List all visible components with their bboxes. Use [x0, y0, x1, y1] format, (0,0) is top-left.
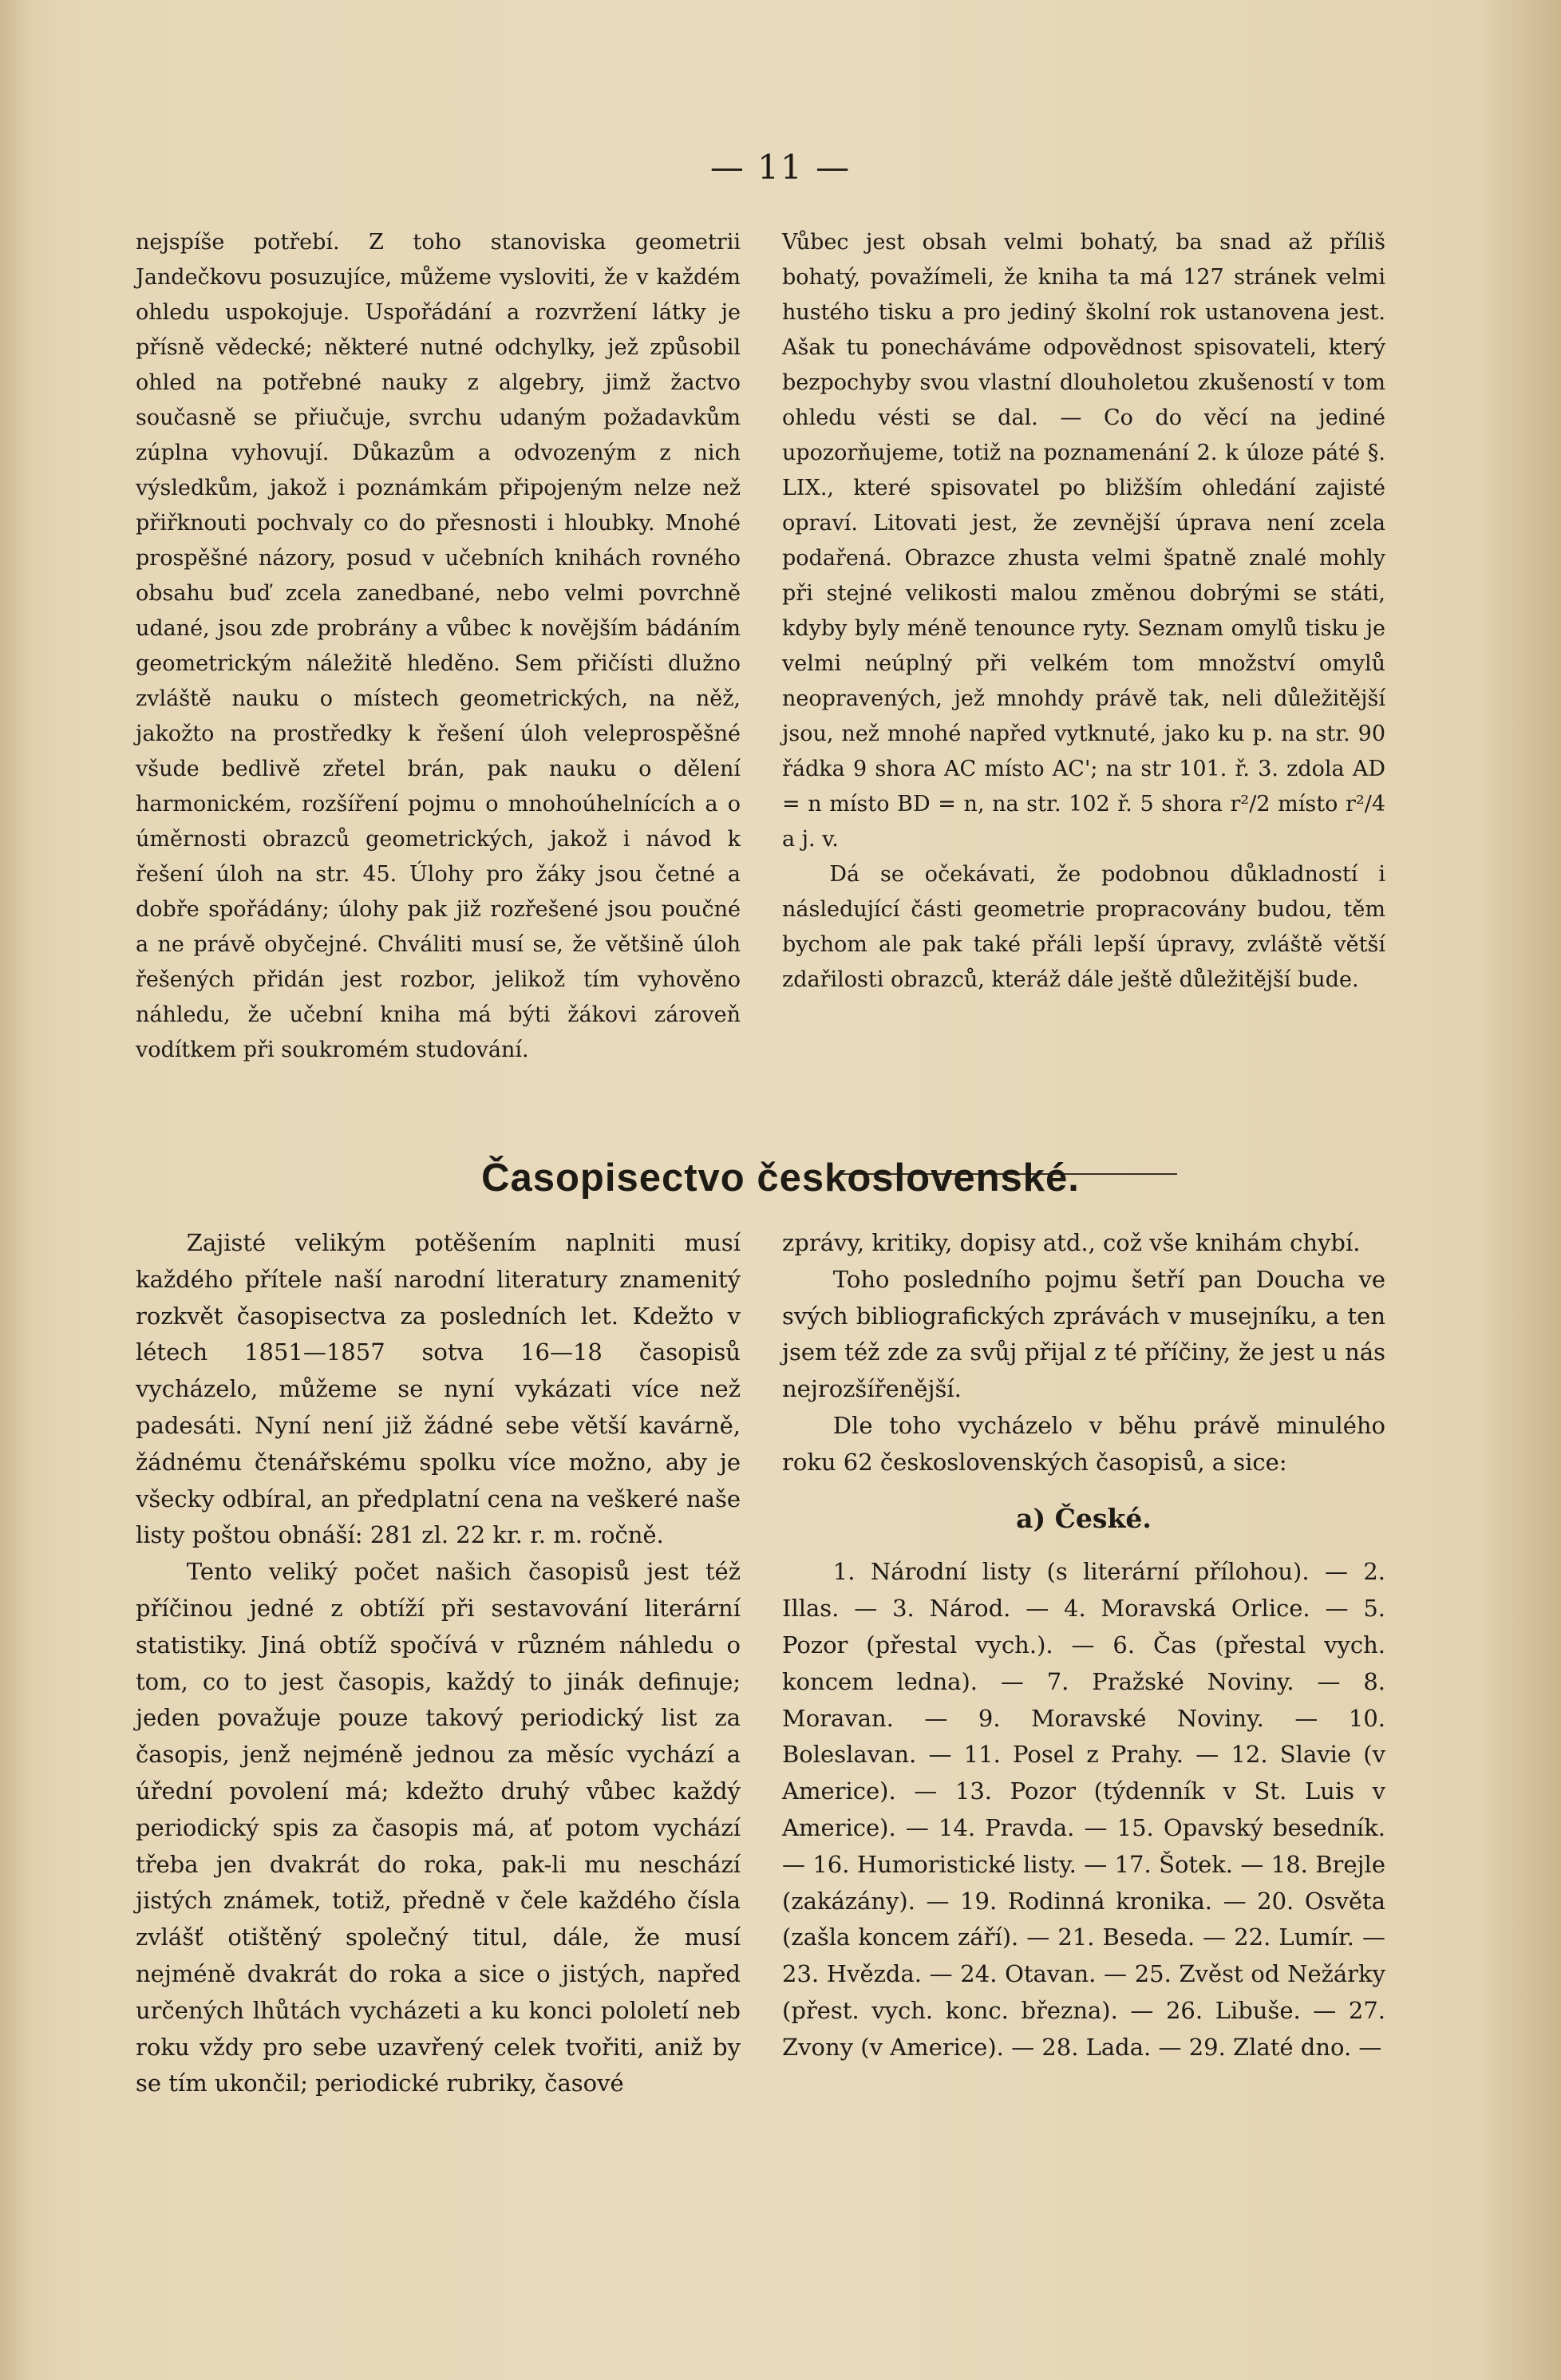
paragraph: nejspíše potřebí. Z toho stanoviska geometrii Jandečkovu posuzujíce, můžeme vysloviti, že v každém ohledu uspokojuje. Uspořádání a rozvržení látky je přísně vědecké; některé nutné odchylky, jež způsobil ohled na potřebné nauky z algebry, jimž žactvo současně se přiučuje, svrchu udaným požadavkům zúplna vyhovují. Důkazům a odvozeným z nich výsledkům, jakož i poznámkám připojeným nelze než přiřknouti pochvaly co do přesnosti i hloubky. Mnohé prospěšné názory, posud v učebních knihách rovného obsahu buď zcela zanedbané, nebo velmi povrchně udané, jsou zde probrány a vůbec k novějším bádáním geometrickým náležitě hleděno. Sem přičísti dlužno zvláště nauku o místech geometrických, na něž, jakožto na prostředky k řešení úloh veleprospěšné všude bedlivě zřetel brán, pak nauku o dělení harmonickém, rozšíření pojmu o mnohoúhelnících a o úměrnosti obrazců geometrických, jakož i návod k řešení úloh na str. 45. Úlohy pro žáky jsou četné a dobře spořádány; úlohy pak již rozřešené jsou poučné a ne právě obyčejné. Chváliti musí se, že většině úloh řešených přidán jest rozbor, jelikož tím vyhověno náhledu, že učební kniha má býti žákovi zároveň vodítkem při soukromém studování.	[136, 230, 741, 1062]
paragraph: Vůbec jest obsah velmi bohatý, ba snad až příliš bohatý, považímeli, že kniha ta má 127 stránek velmi hustého tisku a pro jediný školní rok ustanovena jest. Ašak tu ponecháváme odpovědnost spisovateli, který bezpochyby svou vlastní dlouholetou zkušeností v tom ohledu vésti se dal. — Co do věcí na jediné upozorňujeme, totiž na poznamenání 2. k úloze páté §. LIX., které spisovatel po bližším ohledání zajisté opraví. Litovati jest, že zevnější úprava není zcela podařená. Obrazce zhusta velmi špatně znalé mohly při stejné velikosti malou změnou dobrými se státi, kdyby byly méně tenounce ryty. Seznam omylů tisku je velmi neúplný při velkém tom množství omylů neopravených, jež mnohdy právě tak, neli důležitější jsou, než mnohé napřed vytknuté, jako ku p. na str. 90 řádka 9 shora AC místo AC'; na str 101. ř. 3. zdola AD = n místo BD = n, na str. 102 ř. 5 shora r²/2 místo r²/4 a j. v.	[782, 230, 1385, 852]
paragraph: Dle toho vycházelo v běhu právě minulého roku 62 československých časopisů, a sice:	[782, 1411, 1385, 1476]
article-column-left	[136, 1225, 741, 2102]
paragraph: Dá se očekávati, že podobnou důkladností i následující části geometrie propracovány budou, těm bychom ale pak také přáli lepší úpravy, zvláště větší zdařilosti obrazců, kteráž dále ještě důležitější bude.	[782, 862, 1385, 992]
paragraph: Zajisté velikým potěšením naplniti musí každého přítele naší narodní literatury znamenitý rozkvět časopisectva za posledních let. Kdežto v létech 1851—1857 sotva 16—18 časopisů vycházelo, můžeme se nyní vykázati více než padesáti. Nyní není již žádné sebe větší kavárně, žádnému čtenářskému spolku více možno, aby je všecky odbíral, an předplatní cena na veškeré naše listy poštou obnáší: 281 zl. 22 kr. r. m. ročně.	[136, 1229, 741, 1549]
section-title: Časopisectvo československé.	[481, 1156, 1080, 1200]
page-number: — 11 —	[709, 148, 852, 187]
review-column-right	[782, 225, 1385, 998]
subsection-title: a) České.	[1016, 1502, 1152, 1534]
paragraph: zprávy, kritiky, dopisy atd., což vše knihám chybí.	[782, 1229, 1361, 1256]
article-column-right	[782, 1225, 1385, 2066]
review-column-left	[136, 225, 741, 1068]
paragraph: Tento veliký počet našich časopisů jest též příčinou jedné z obtíží při sestavování literární statistiky. Jiná obtíž spočívá v různém náhledu o tom, co to jest časopis, každý to jinák definuje; jeden považuje pouze takový periodický list za časopis, jenž nejméně jednou za měsíc vychází a úřední povolení má; kdežto druhý vůbec každý periodický spis za časopis má, ať potom vychází třeba jen dvakrát do roka, pak-li mu neschází jistých známek, totiž, předně v čele každého čísla zvlášť otištěný společný titul, dále, že musí nejméně dvakrát do roka a sice o jistých, napřed určených lhůtách vycházeti a ku konci pololetí neb roku vždy pro sebe uzavřený celek tvořiti, aniž by se tím ukončil; periodické rubriky, časové	[136, 1558, 741, 2097]
periodicals-list: 1. Národní listy (s literární přílohou). — 2. Illas. — 3. Národ. — 4. Moravská Orlice. — 5. Pozor (přestal vych.). — 6. Čas (přestal vych. koncem ledna). — 7. Pražské Noviny. — 8. Moravan. — 9. Moravské Noviny. — 10. Boleslavan. — 11. Posel z Prahy. — 12. Slavie (v Americe). — 13. Pozor (týdenník v St. Luis v Americe). — 14. Pravda. — 15. Opavský besedník. — 16. Humoristické listy. — 17. Šotek. — 18. Brejle (zakázány). — 19. Rodinná kronika. — 20. Osvěta (zašla koncem září). — 21. Beseda. — 22. Lumír. — 23. Hvězda. — 24. Otavan. — 25. Zvěst od Nežárky (přest. vych. konc. března). — 26. Libuše. — 27. Zvony (v Americe). — 28. Lada. — 29. Zlaté dno. —	[782, 1558, 1385, 2061]
paragraph: Toho posledního pojmu šetří pan Doucha ve svých bibliografických zprávách v musejníku, a ten jsem též zde za svůj přijal z té příčiny, že jest u nás nejrozšířenější.	[782, 1265, 1385, 1403]
